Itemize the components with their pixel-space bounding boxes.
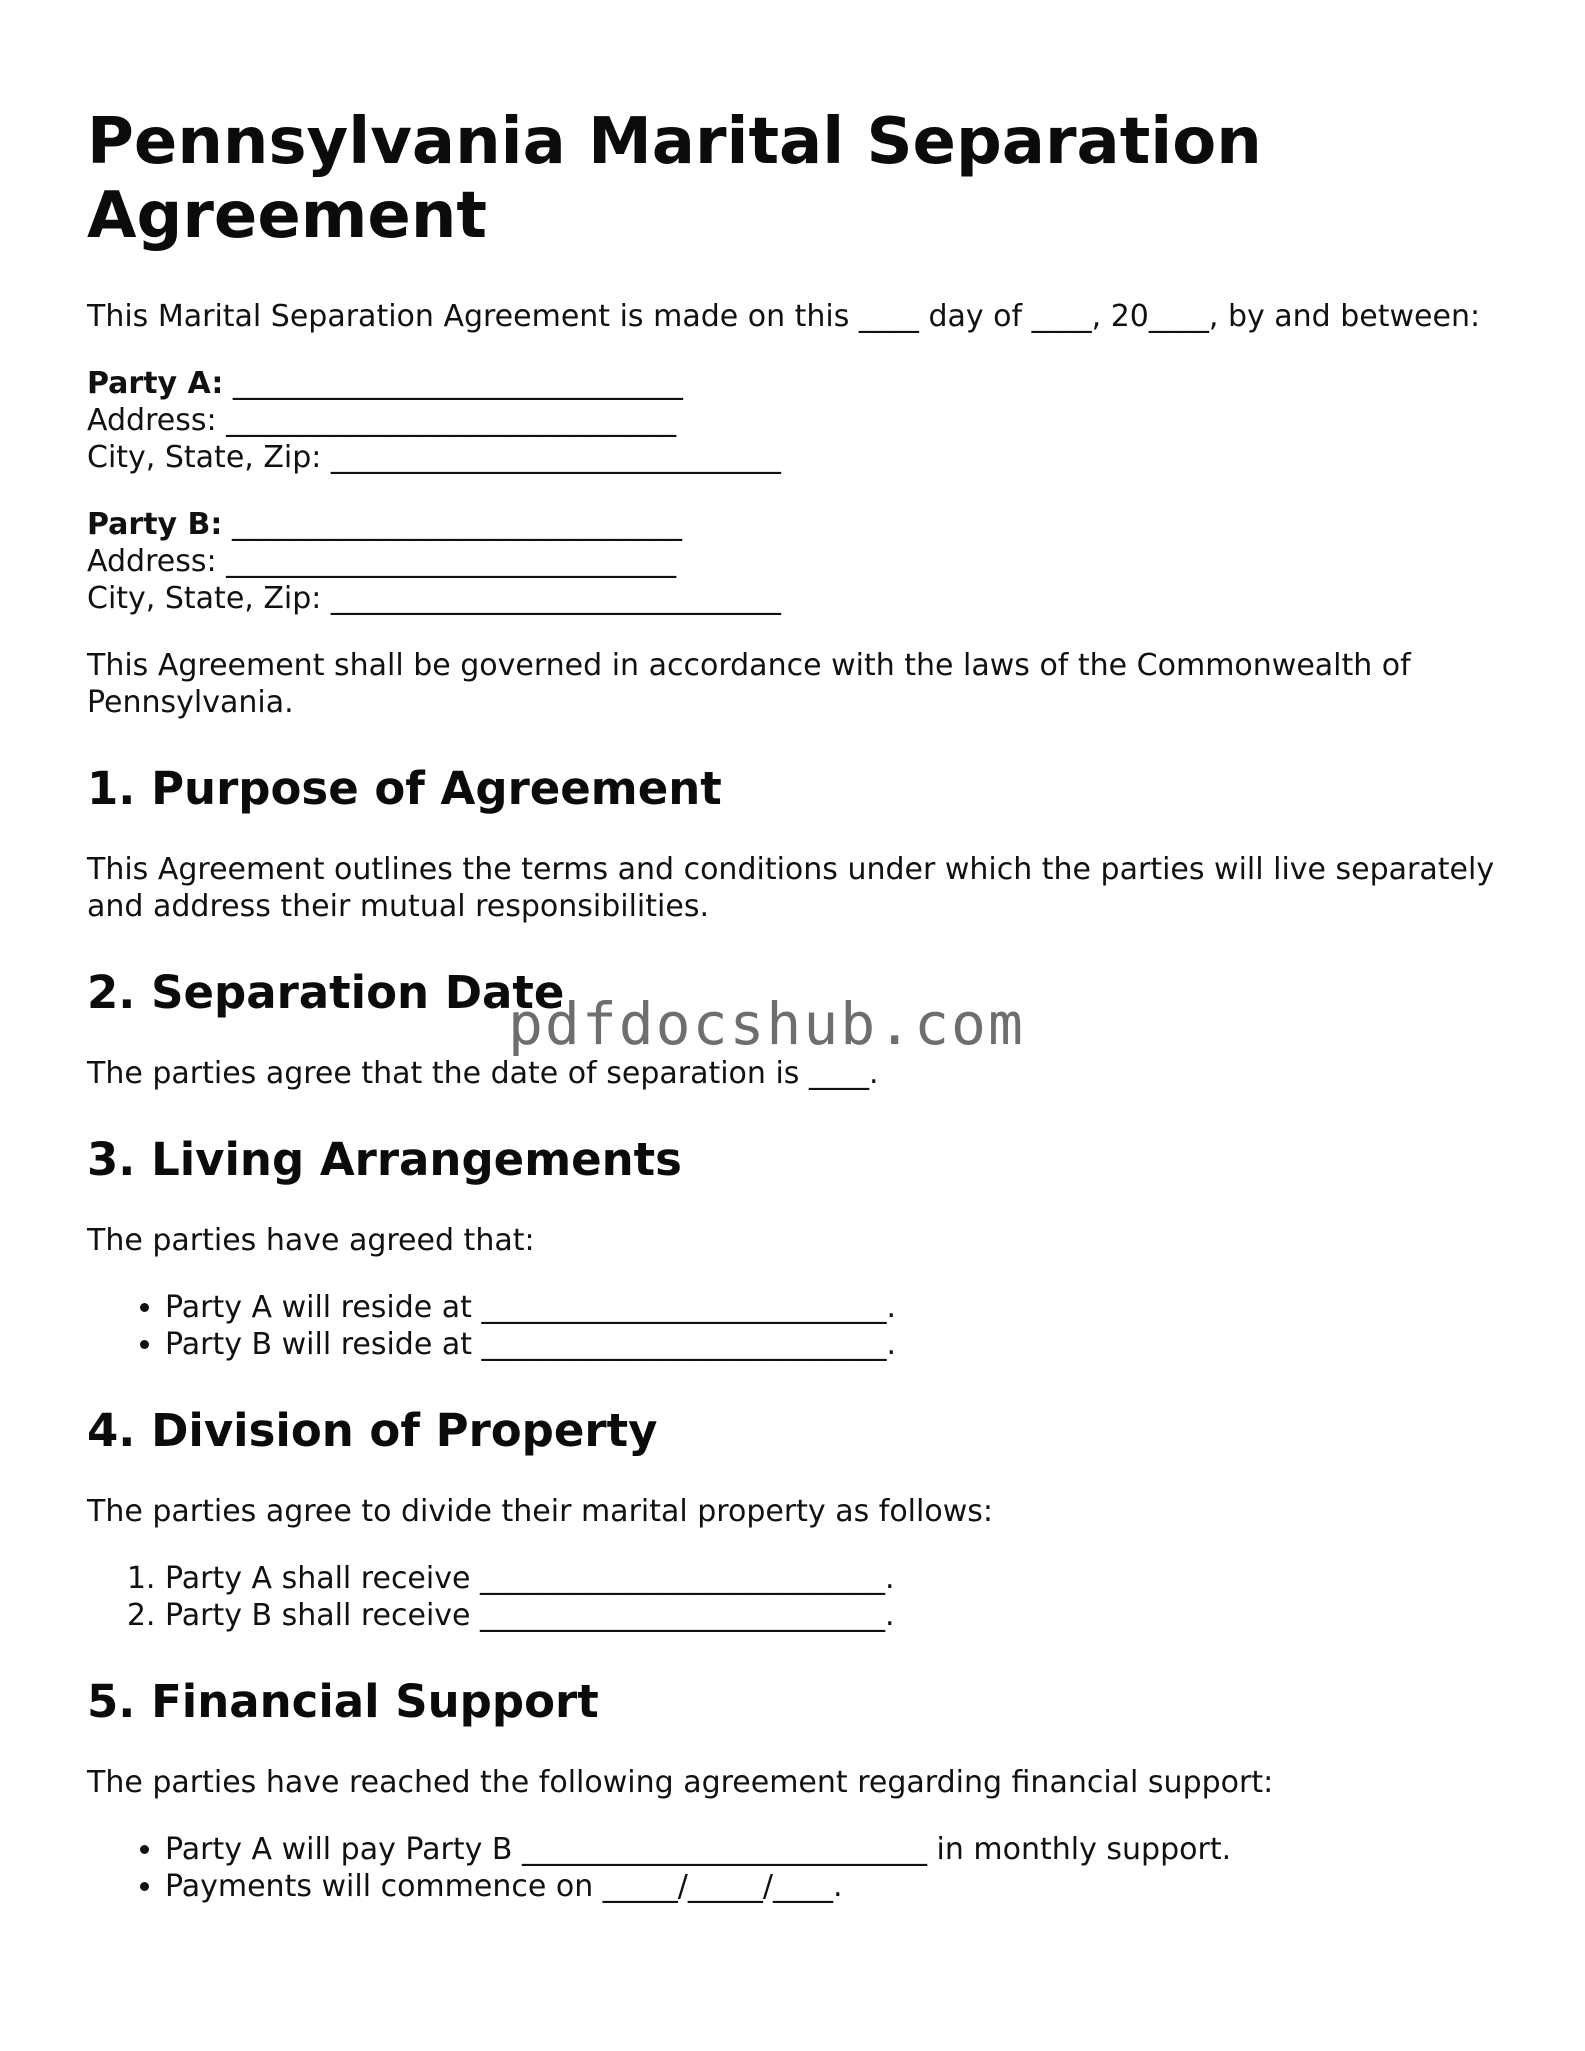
party-a-city: City, State, Zip: ______________________________	[87, 440, 781, 475]
section-property-heading: 4. Division of Property	[87, 1404, 658, 1457]
document-title: Pennsylvania Marital Separation Agreement	[87, 105, 1262, 253]
party-b-label: Party B:	[87, 507, 223, 542]
party-a-address: Address: ______________________________	[87, 403, 677, 438]
support-list	[87, 1831, 1507, 1905]
governing-law-paragraph: This Agreement shall be governed in accordance with the laws of the Commonwealth of Pennsylvania.	[87, 648, 1411, 720]
party-a-block	[87, 365, 1507, 476]
list-item: 1. Party A shall receive ___________________________.	[165, 1560, 1507, 1597]
list-item: • Party A will pay Party B ___________________________ in monthly support.	[165, 1831, 1507, 1868]
section-support-heading: 5. Financial Support	[87, 1675, 599, 1728]
party-b-city: City, State, Zip: ______________________________	[87, 581, 781, 616]
party-b-block	[87, 506, 1507, 617]
section-living-heading: 3. Living Arrangements	[87, 1133, 682, 1186]
party-b-address: Address: ______________________________	[87, 544, 677, 579]
section-support-text: The parties have reached the following agreement regarding financial support:	[87, 1765, 1274, 1800]
section-separation-heading: 2. Separation Date	[87, 966, 565, 1019]
party-a-label: Party A:	[87, 366, 224, 401]
section-property-text: The parties agree to divide their marital property as follows:	[87, 1494, 993, 1529]
living-list	[87, 1289, 1507, 1363]
section-purpose-heading: 1. Purpose of Agreement	[87, 762, 722, 815]
intro-paragraph: This Marital Separation Agreement is made on this ____ day of ____, 20____, by and between:	[87, 299, 1481, 334]
document-page	[87, 105, 1507, 1935]
watermark-text: pdfdocshub.com	[508, 990, 1025, 1058]
party-b-name-line	[87, 506, 1507, 543]
section-purpose-text: This Agreement outlines the terms and conditions under which the parties will live separately and address their mutual responsibilities.	[87, 852, 1495, 924]
property-list	[87, 1560, 1507, 1634]
list-item: 2. Party B shall receive ___________________________.	[165, 1597, 1507, 1634]
list-item: • Party A will reside at ___________________________.	[165, 1289, 1507, 1326]
list-item: • Payments will commence on _____/_____/____.	[165, 1868, 1507, 1905]
list-item: • Party B will reside at ___________________________.	[165, 1326, 1507, 1363]
party-a-name-blank: ______________________________	[223, 366, 683, 401]
party-b-name-blank: ______________________________	[222, 507, 682, 542]
section-living-text: The parties have agreed that:	[87, 1223, 535, 1258]
party-a-name-line	[87, 365, 1507, 402]
section-separation-text: The parties agree that the date of separation is ____.	[87, 1056, 879, 1091]
